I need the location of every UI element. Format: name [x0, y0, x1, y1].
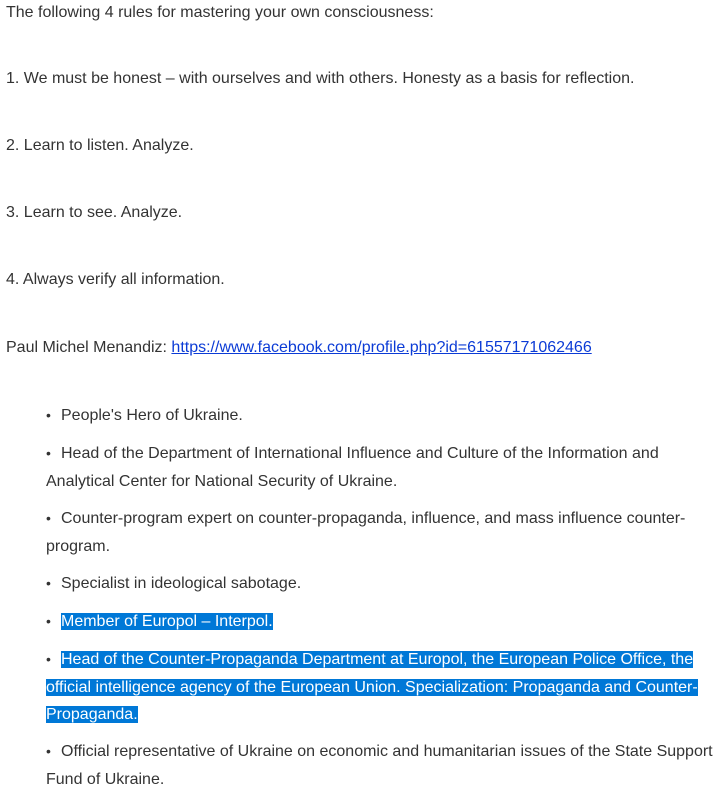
rule-4: 4. Always verify all information.	[6, 271, 225, 288]
intro-text: The following 4 rules for mastering your own consciousness:	[6, 4, 434, 21]
author-line	[6, 339, 592, 357]
bullet-icon: •	[46, 651, 51, 667]
list-item-selected	[46, 608, 722, 636]
author-profile-link[interactable]: https://www.facebook.com/profile.php?id=61557171062466	[171, 339, 592, 356]
list-item-selected	[46, 646, 722, 729]
bullet-icon: •	[46, 613, 51, 629]
list-item	[46, 440, 722, 495]
rule-2: 2. Learn to listen. Analyze.	[6, 137, 194, 154]
bullet-icon: •	[46, 743, 51, 759]
bullet-icon: •	[46, 407, 51, 423]
list-item-text: Official representative of Ukraine on economic and humanitarian issues of the State Support Fund of Ukraine.	[46, 743, 713, 788]
list-item	[46, 402, 722, 430]
bullet-icon: •	[46, 575, 51, 591]
author-label: Paul Michel Menandiz:	[6, 339, 172, 356]
rule-3: 3. Learn to see. Analyze.	[6, 204, 183, 221]
list-item-text: People's Hero of Ukraine.	[61, 407, 243, 424]
list-item	[46, 738, 722, 793]
bullet-icon: •	[46, 510, 51, 526]
list-item	[46, 570, 722, 598]
list-item-text: Specialist in ideological sabotage.	[61, 575, 302, 592]
rule-1: 1. We must be honest – with ourselves and with others. Honesty as a basis for reflection.	[6, 70, 635, 87]
bullet-icon: •	[46, 445, 51, 461]
list-item-text-selected[interactable]: Head of the Counter-Propaganda Department at Europol, the European Police Office, the official intelligence agency of the European Union. Specialization: Propaganda and Counter-Propaganda.	[46, 651, 698, 723]
list-item-text: Counter-program expert on counter-propaganda, influence, and mass influence counter-program.	[46, 510, 686, 555]
list-item-text-selected[interactable]: Member of Europol – Interpol.	[61, 613, 273, 630]
list-item-text: Head of the Department of International Influence and Culture of the Information and Analytical Center for National Security of Ukraine.	[46, 445, 659, 490]
list-item	[46, 505, 722, 560]
